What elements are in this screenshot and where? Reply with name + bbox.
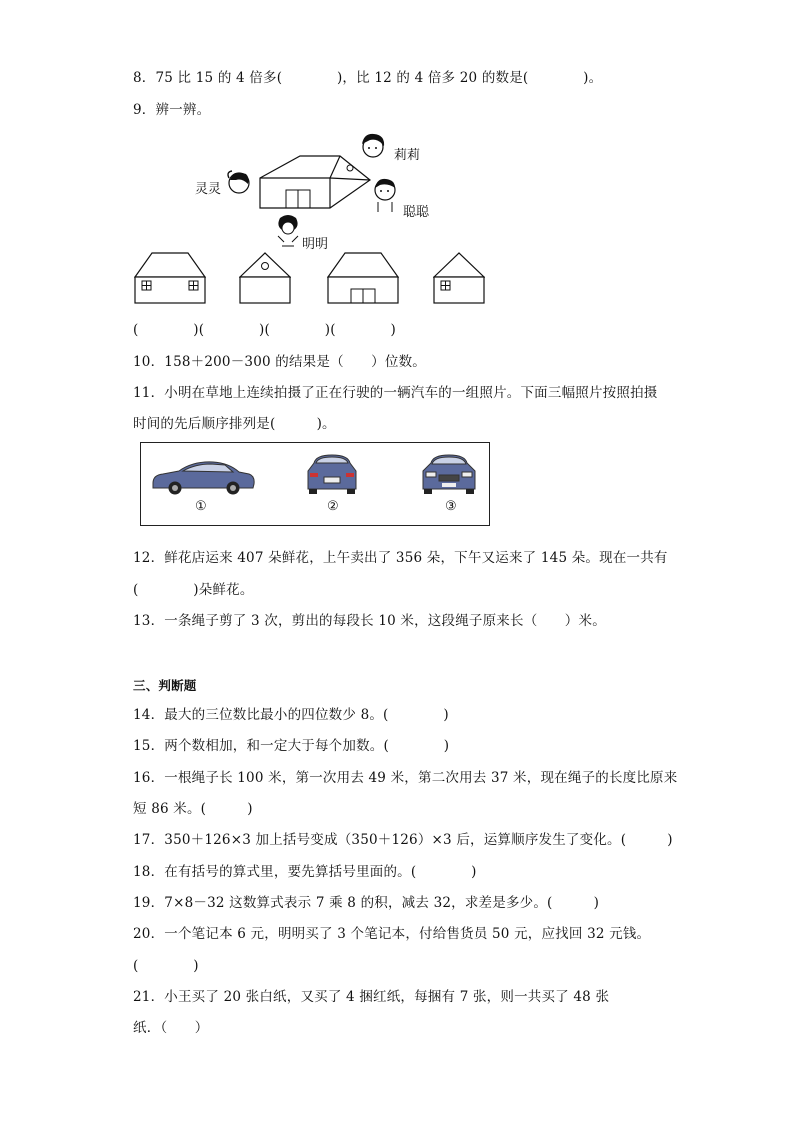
label-lili: 莉莉 bbox=[394, 148, 421, 163]
car-front-view-icon bbox=[419, 451, 479, 495]
section-3-title: 三、判断题 bbox=[133, 678, 197, 693]
question-20-line2: ( ) bbox=[133, 958, 199, 974]
question-21-line1: 21．小王买了 20 张白纸，又买了 4 捆红纸，每捆有 7 张，则一共买了 48 张 bbox=[133, 989, 610, 1005]
question-10: 10．158＋200－300 的结果是（ ）位数。 bbox=[133, 354, 426, 370]
kid-congcong-icon bbox=[370, 176, 400, 216]
question-8: 8．75 比 15 的 4 倍多( )，比 12 的 4 倍多 20 的数是( )。 bbox=[133, 70, 603, 86]
car-photos-frame bbox=[140, 442, 490, 526]
car-side-view-icon bbox=[149, 457, 257, 497]
car-caption-3: ③ bbox=[445, 499, 457, 514]
question-21-line2: 纸．（ ） bbox=[133, 1020, 209, 1036]
house-view-1 bbox=[134, 252, 206, 304]
kid-lili-icon bbox=[358, 130, 388, 162]
house-view-4 bbox=[433, 252, 485, 304]
car-caption-1: ① bbox=[195, 499, 207, 514]
question-11-line1: 11．小明在草地上连续拍摄了正在行驶的一辆汽车的一组照片。下面三幅照片按照拍摄 bbox=[133, 385, 658, 401]
question-15: 15．两个数相加，和一定大于每个加数。( ) bbox=[133, 738, 450, 754]
label-congcong: 聪聪 bbox=[403, 205, 430, 220]
question-18: 18．在有括号的算式里，要先算括号里面的。( ) bbox=[133, 864, 477, 880]
question-13: 13．一条绳子剪了 3 次，剪出的每段长 10 米，这段绳子原来长（ ）米。 bbox=[133, 613, 606, 629]
question-12-line1: 12．鲜花店运来 407 朵鲜花，上午卖出了 356 朵，下午又运来了 145 朵。现在一共有 bbox=[133, 550, 668, 566]
question-17: 17．350＋126×3 加上括号变成（350＋126）×3 后，运算顺序发生了变化。( ) bbox=[133, 832, 673, 848]
label-mingming: 明明 bbox=[302, 237, 329, 252]
question-11-line2: 时间的先后顺序排列是( )。 bbox=[133, 416, 336, 432]
kid-lingling-icon bbox=[226, 168, 252, 198]
question-9-answer-blanks[interactable]: ( )( )( )( ) bbox=[133, 322, 396, 338]
kid-mingming-icon bbox=[274, 214, 302, 248]
question-16-line1: 16．一根绳子长 100 米，第一次用去 49 米，第二次用去 37 米，现在绳子的长度比原来 bbox=[133, 770, 678, 786]
question-9: 9．辨一辨。 bbox=[133, 102, 211, 118]
car-caption-2: ② bbox=[327, 499, 339, 514]
question-20-line1: 20．一个笔记本 6 元，明明买了 3 个笔记本，付给售货员 50 元，应找回 32 元钱。 bbox=[133, 926, 651, 942]
label-lingling: 灵灵 bbox=[195, 182, 222, 197]
house-view-3 bbox=[327, 252, 399, 304]
question-14: 14．最大的三位数比最小的四位数少 8。( ) bbox=[133, 707, 449, 723]
question-19: 19．7×8－32 这数算式表示 7 乘 8 的积，减去 32，求差是多少。( ) bbox=[133, 895, 600, 911]
house-view-2 bbox=[239, 252, 291, 304]
question-16-line2: 短 86 米。( ) bbox=[133, 801, 253, 817]
question-12-line2: ( )朵鲜花。 bbox=[133, 582, 254, 598]
car-rear-view-icon bbox=[304, 451, 360, 495]
